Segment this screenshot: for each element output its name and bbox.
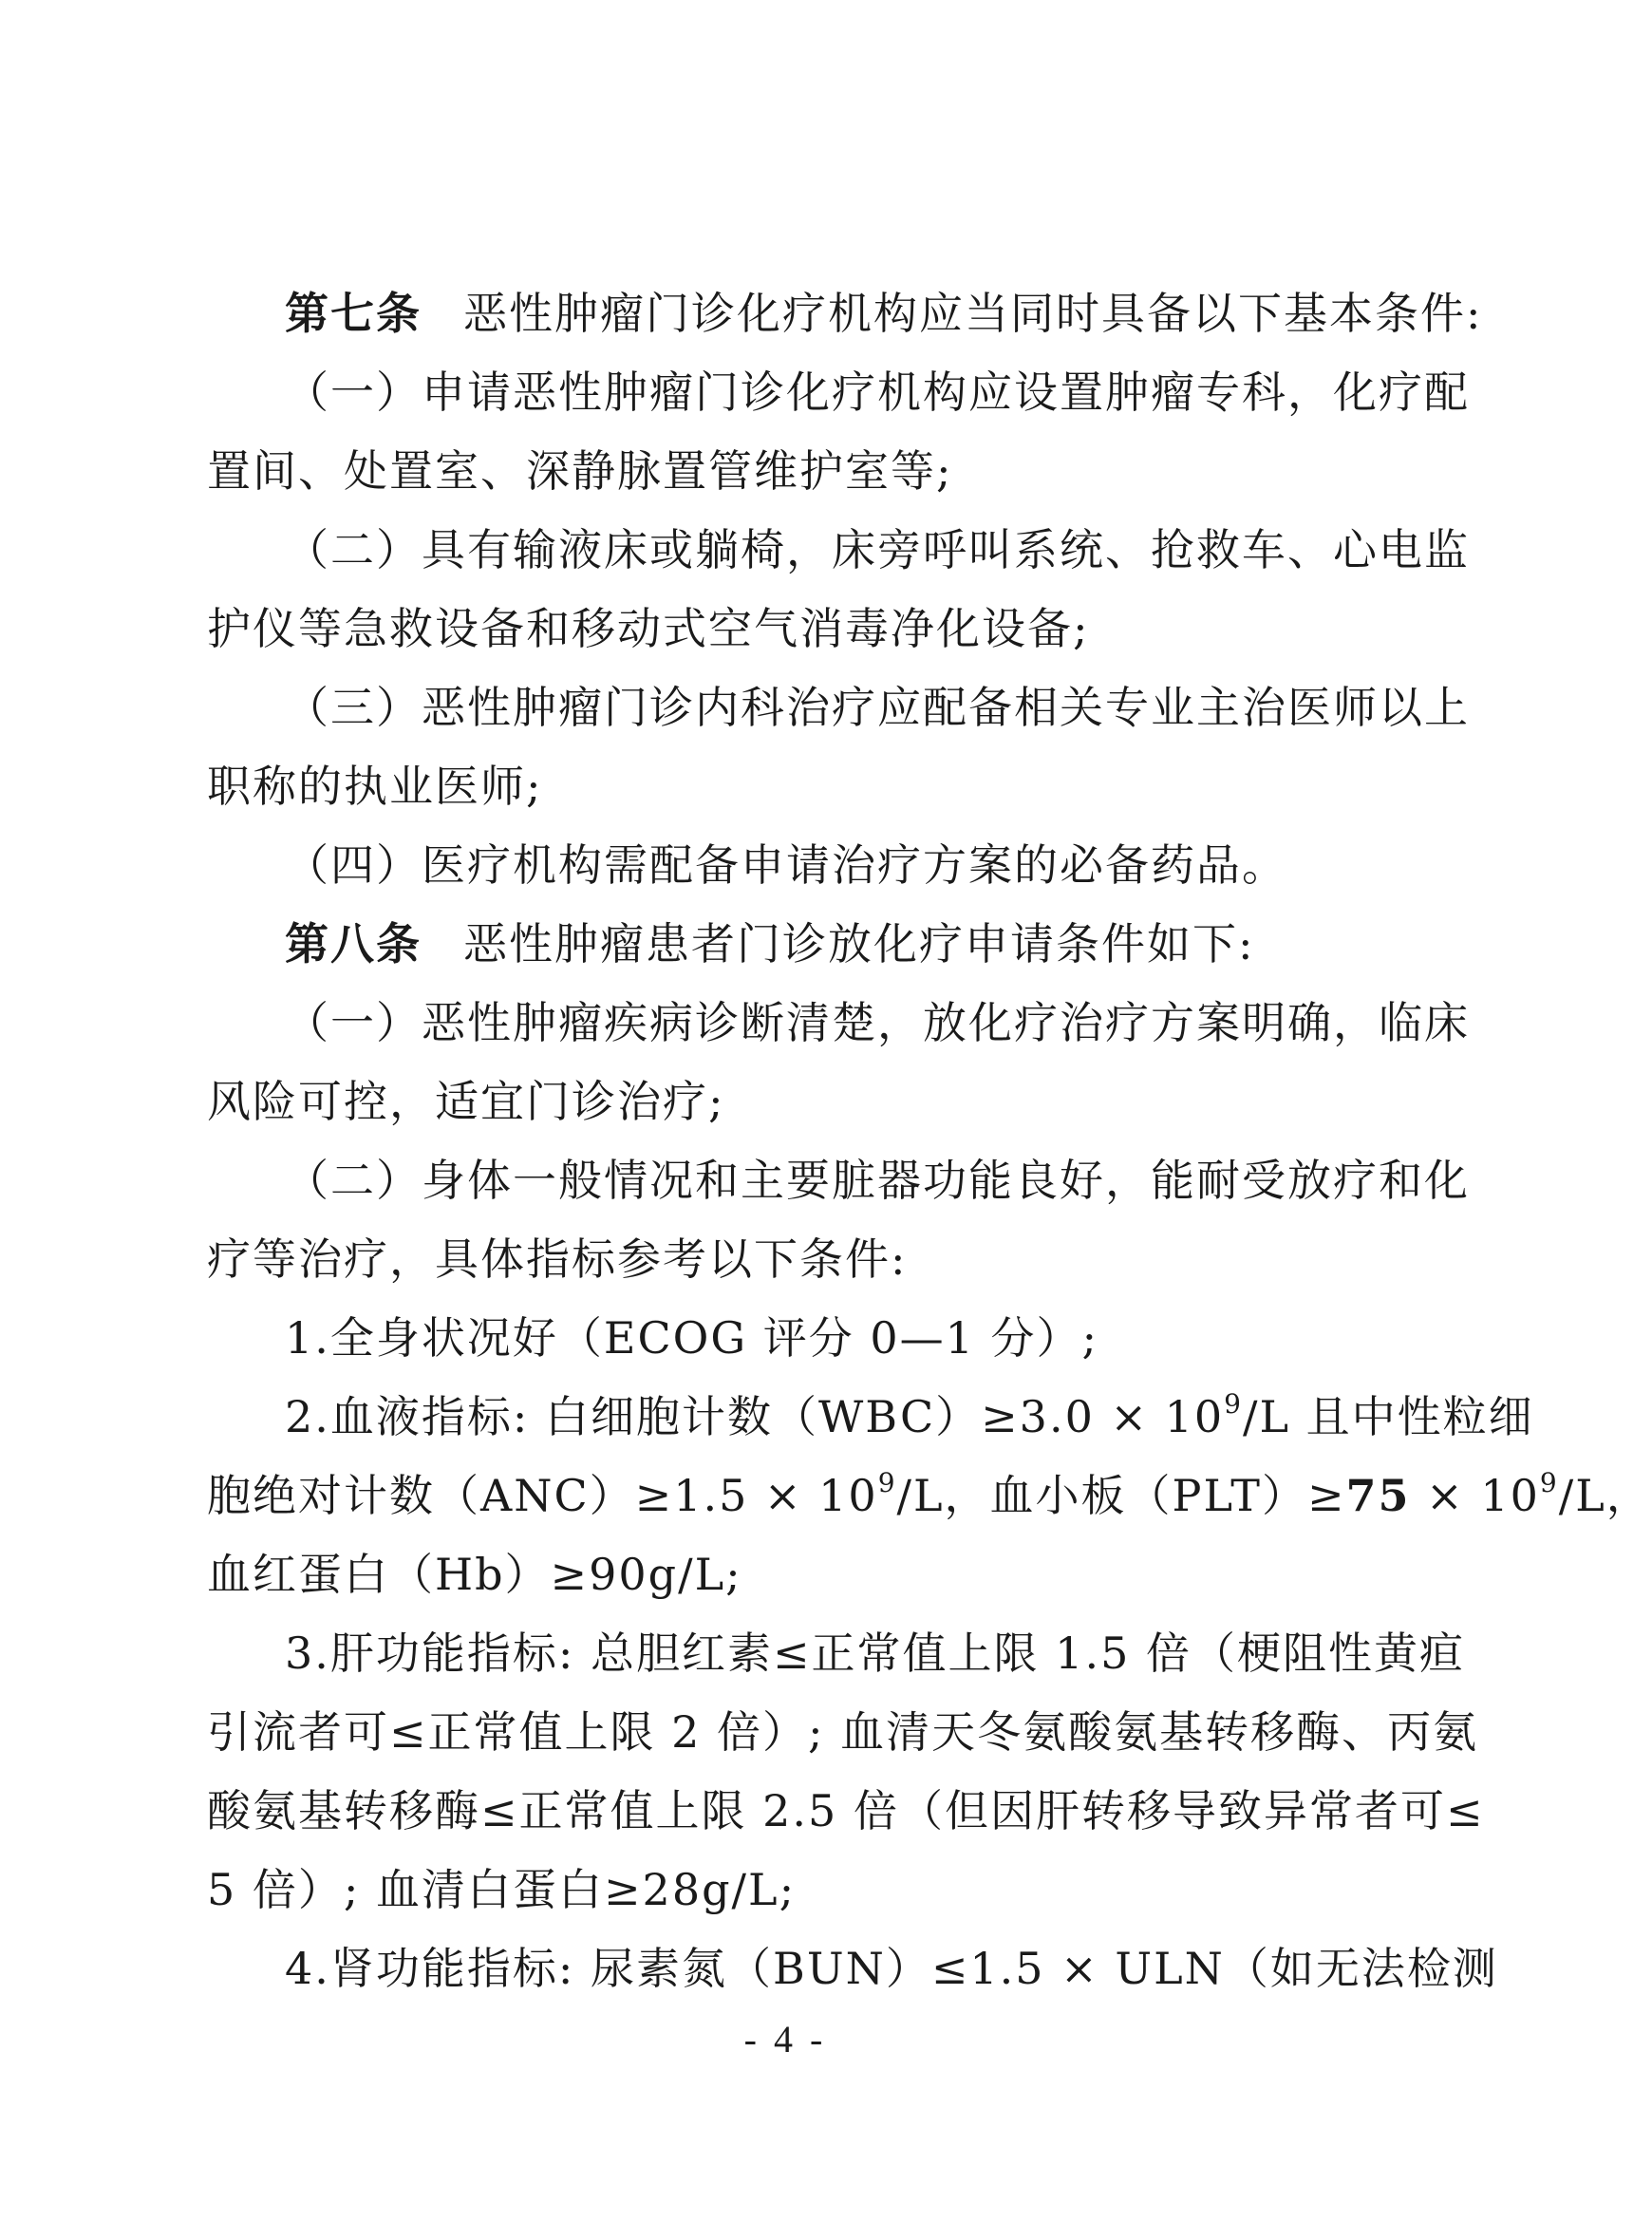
text-run: 2.血液指标: 白细胞计数（WBC）≥3.0 × 10: [285, 1391, 1225, 1442]
article7-item2-line2: [207, 600, 1090, 657]
paragraph-line: 血红蛋白（Hb）≥90g/L;: [207, 1549, 742, 1600]
article7-item3-line1: [285, 679, 1470, 736]
paragraph-line: （一）申请恶性肿瘤门诊化疗机构应设置肿瘤专科，化疗配: [285, 367, 1470, 418]
text-run: /L 且中性粒细: [1243, 1391, 1534, 1442]
paragraph-line: 护仪等急救设备和移动式空气消毒净化设备;: [207, 603, 1090, 654]
paragraph-line: 1.全身状况好（ECOG 评分 0—1 分）;: [285, 1312, 1099, 1364]
paragraph-line: 置间、处置室、深静脉置管维护室等;: [207, 445, 953, 497]
condition4-line1: [285, 1940, 1498, 1997]
article7-item1-line1: [285, 364, 1470, 421]
text-run: × 10: [1410, 1470, 1540, 1521]
condition3-line2: [207, 1703, 1479, 1760]
article8-heading: [285, 915, 1255, 972]
condition3-line4: [207, 1861, 796, 1918]
article7-item2-line1: [285, 521, 1470, 578]
page-number: - 4 -: [743, 2018, 827, 2061]
article7-heading: [285, 285, 1483, 342]
article7-item1-line2: [207, 442, 953, 499]
text-run: 胞绝对计数（ANC）≥1.5 × 10: [207, 1470, 878, 1521]
condition2-line1: [285, 1388, 1534, 1445]
paragraph-line: （三）恶性肿瘤门诊内科治疗应配备相关专业主治医师以上: [285, 682, 1470, 733]
condition1: [285, 1309, 1098, 1366]
paragraph-line: （一）恶性肿瘤疾病诊断清楚，放化疗治疗方案明确，临床: [285, 997, 1470, 1048]
text-run: /L，血小板（PLT）≥: [896, 1470, 1346, 1521]
article8-text: 恶性肿瘤患者门诊放化疗申请条件如下:: [463, 918, 1255, 969]
superscript: 9: [1224, 1387, 1243, 1420]
condition3-line3: [207, 1782, 1485, 1839]
paragraph-line: 酸氨基转移酶≤正常值上限 2.5 倍（但因肝转移导致异常者可≤: [207, 1785, 1485, 1836]
superscript: 9: [1539, 1466, 1559, 1498]
superscript: 9: [877, 1466, 897, 1498]
paragraph-line: 3.肝功能指标: 总胆红素≤正常值上限 1.5 倍（梗阻性黄疸: [285, 1628, 1465, 1679]
paragraph-line: 4.肾功能指标: 尿素氮（BUN）≤1.5 × ULN（如无法检测: [285, 1943, 1498, 1994]
article7-text: 恶性肿瘤门诊化疗机构应当同时具备以下基本条件:: [463, 288, 1483, 339]
condition3-line1: [285, 1625, 1465, 1682]
paragraph-line: 引流者可≤正常值上限 2 倍）; 血清天冬氨酸氨基转移酶、丙氨: [207, 1706, 1479, 1758]
paragraph-line: （二）具有输液床或躺椅，床旁呼叫系统、抢救车、心电监: [285, 524, 1470, 575]
paragraph-line: 5 倍）; 血清白蛋白≥28g/L;: [207, 1864, 797, 1915]
article8-label: 第八条: [285, 918, 422, 969]
paragraph-line: 疗等治疗，具体指标参考以下条件:: [207, 1233, 908, 1285]
article8-item2-line2: [207, 1231, 908, 1288]
article7-item4-line1: [285, 837, 1287, 894]
text-run: /L，: [1558, 1470, 1652, 1521]
article8-item2-line1: [285, 1152, 1470, 1209]
paragraph-line: （四）医疗机构需配备申请治疗方案的必备药品。: [285, 839, 1287, 891]
article8-item1-line2: [207, 1073, 725, 1130]
paragraph-line: 职称的执业医师;: [207, 761, 543, 812]
paragraph-line: （二）身体一般情况和主要脏器功能良好，能耐受放疗和化: [285, 1155, 1470, 1206]
paragraph-line: 风险可控，适宜门诊治疗;: [207, 1076, 725, 1127]
article7-label: 第七条: [285, 288, 422, 339]
condition2-line2: [207, 1467, 1652, 1524]
bold-value: 75: [1345, 1470, 1411, 1521]
condition2-line3: [207, 1546, 742, 1603]
article7-item3-line2: [207, 758, 543, 815]
article8-item1-line1: [285, 994, 1470, 1051]
